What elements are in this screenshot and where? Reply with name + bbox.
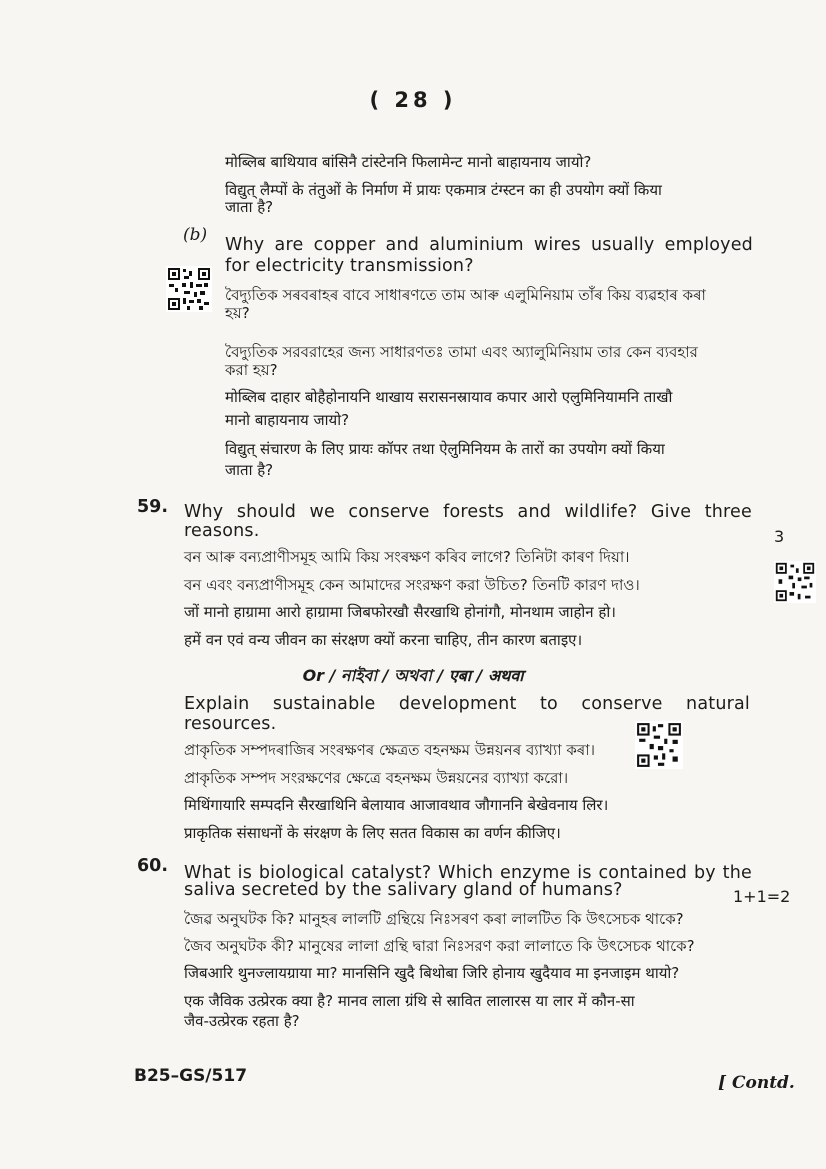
question-59-marks: 3 [774, 527, 785, 546]
question-59-bengali: বন এবং বন্যপ্রাণীসমূহ কেন আমাদের সংরক্ষণ করা উচিত? তিনটি কারণ দাও। [184, 576, 640, 594]
question-60-hindi-line1: एक जैविक उत्प्रेरक क्या है? मानव लाला ग्रंथि से स्रावित लालारस या लार में कौन-सा [184, 992, 635, 1010]
question-59-alt-bengali: প্রাকৃতিক সম্পদ সংরক্ষণের ক্ষেত্রে বহনক্ষম উন্নয়নের ব্যাখ্যা করো। [184, 769, 569, 787]
question-60-number: 60. [137, 856, 169, 876]
question-59-assamese: বন আৰু বন্যপ্ৰাণীসমূহ আমি কিয় সংৰক্ষণ কৰিব লাগে? তিনিটা কাৰণ দিয়া। [184, 548, 630, 566]
prev-hindi-line2: जाता है? [225, 198, 274, 216]
question-59-number: 59. [137, 497, 169, 517]
question-59-bodo: जों मानो हाग्रामा आरो हाग्रामा जिबफोरखौ सैरखाथि होनांगौ, मोनथाम जाहोन हो। [184, 603, 616, 621]
continued-marker: [ Contd. [718, 1073, 795, 1093]
question-59-alt-english-line2: resources. [184, 714, 277, 734]
qr-code-icon [166, 266, 212, 312]
prev-bodo-text: मोब्लिब बाथियाव बांसिनै टांस्टेननि फिलामेन्ट मानो बाहायनाय जायो? [225, 153, 592, 171]
page-number: ( 28 ) [369, 88, 457, 112]
question-60-english-line2: saliva secreted by the salivary gland of humans? [184, 880, 623, 900]
question-60-bodo: जिबआरि थुनज्लायग्राया मा? मानसिनि खुदै बिथोबा जिरि होनाय खुदैयाव मा इनजाइम थायो? [184, 964, 680, 982]
question-60-hindi-line2: जैव-उत्प्रेरक रहता है? [184, 1012, 300, 1030]
question-59-english-line2: reasons. [184, 521, 260, 541]
prev-hindi-line1: विद्युत् लैम्पों के तंतुओं के निर्माण में प्रायः एकमात्र टंग्स्टन का ही उपयोग क्यों किया [225, 181, 662, 199]
part-b-assamese-line1: বৈদ্যুতিক সৰবৰাহৰ বাবে সাধাৰণতে তাম আৰু এলুমিনিয়াম তাঁৰ কিয় ব্যৱহাৰ কৰা [225, 286, 706, 304]
part-b-hindi-line1: विद्युत् संचारण के लिए प्रायः कॉपर तथा ऐलुमिनियम के तारों का उपयोग क्यों किया [225, 440, 665, 458]
question-60-bengali: জৈব অনুঘটক কী? মানুষের লালা গ্রন্থি দ্বারা নিঃসরণ করা লালাতে কি উৎসেচক থাকে? [184, 937, 695, 955]
question-59-hindi: हमें वन एवं वन्य जीवन का संरक्षण क्यों करना चाहिए, तीन कारण बताइए। [184, 631, 583, 649]
question-59-english-line1: Why should we conserve forests and wildlife? Give three [184, 502, 752, 522]
part-b-bodo-line1: मोब्लिब दाहार बोहैहोनायनि थाखाय सरासनस्रायाव कपार आरो एलुमिनियामनि ताखौ [225, 388, 673, 406]
part-b-assamese-line2: হয়? [225, 304, 250, 322]
paper-code [134, 1066, 247, 1086]
part-b-english-line2: for electricity transmission? [225, 256, 474, 276]
part-b-hindi-line2: जाता है? [225, 461, 274, 479]
paper-code-prefix: B25–GS/ [134, 1066, 212, 1086]
question-60-assamese: জৈৱ অনুঘটক কি? মানুহৰ লালটি গ্ৰন্থিয়ে নিঃসৰণ কৰা লালটিত কি উৎসেচক থাকে? [184, 910, 684, 928]
part-b-bodo-line2: मानो बाहायनाय जायो? [225, 411, 350, 429]
part-b-english-line1: Why are copper and aluminium wires usually employed [225, 235, 753, 255]
part-b-label: (b) [183, 225, 208, 245]
question-59-alt-assamese: প্ৰাকৃতিক সম্পদৰাজিৰ সংৰক্ষণৰ ক্ষেত্ৰত বহনক্ষম উন্নয়নৰ ব্যাখ্যা কৰা। [184, 741, 595, 759]
question-59-alt-hindi: प्राकृतिक संसाधनों के संरक्षण के लिए सतत विकास का वर्णन कीजिए। [184, 824, 561, 842]
question-59-alt-bodo: मिथिंगायारि सम्पदनि सैरखाथिनि बेलायाव आजावथाव जौगाननि बेखेवनाय लिर। [184, 796, 609, 814]
part-b-bengali-line1: বৈদ্যুতিক সরবরাহের জন্য সাধারণতঃ তামা এবং অ্যালুমিনিয়াম তার কেন ব্যবহার [225, 343, 698, 361]
or-separator: Or / নাইবা / অথবা / एबा / अथवा [302, 666, 524, 685]
paper-code-number: 517 [211, 1066, 248, 1086]
question-60-marks: 1+1=2 [733, 887, 791, 906]
qr-code-icon [635, 721, 683, 769]
part-b-bengali-line2: করা হয়? [225, 361, 278, 379]
question-60-english-line1: What is biological catalyst? Which enzyme is contained by the [184, 863, 752, 883]
question-59-alt-english-line1: Explain sustainable development to conserve natural [184, 694, 750, 714]
qr-code-icon [774, 561, 816, 603]
